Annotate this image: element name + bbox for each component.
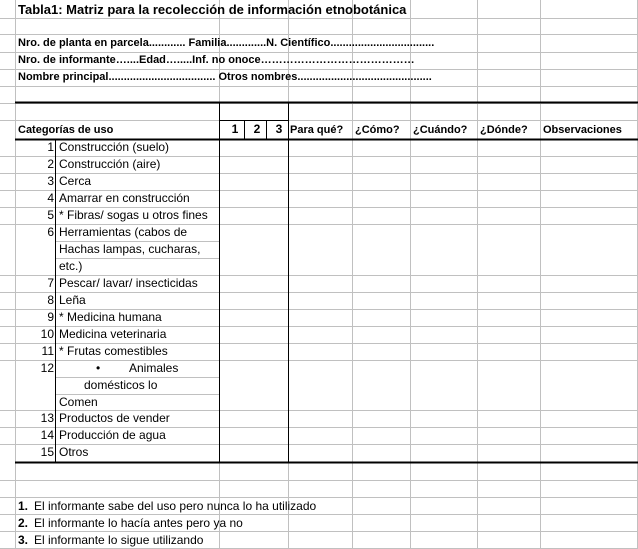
col-header-para-que: Para qué? (290, 124, 344, 136)
row-number: 11 (41, 344, 54, 358)
row-number: 12 (40, 361, 54, 375)
col-header-donde: ¿Dónde? (480, 124, 528, 136)
category-label: Medicina veterinaria (59, 327, 167, 341)
form-line-informant[interactable]: Nro. de informante…....Edad….....Inf. no onoce…………………………………… (18, 54, 415, 66)
category-label: Animales (129, 361, 179, 375)
category-label: domésticos lo (84, 378, 158, 392)
categories-header: Categorías de uso (18, 124, 114, 136)
row-number: 3 (47, 174, 54, 188)
col-header-observaciones: Observaciones (543, 124, 622, 136)
col-header-como: ¿Cómo? (355, 124, 400, 136)
col-header-cuando: ¿Cuándo? (413, 124, 468, 136)
row-number: 5 (47, 208, 54, 222)
row-number: 10 (40, 327, 54, 341)
category-label: etc.) (59, 259, 83, 273)
col-num-3: 3 (275, 122, 283, 136)
row-number: 2 (47, 157, 54, 171)
category-label: Cerca (59, 174, 92, 188)
category-label: Comen (59, 395, 98, 409)
category-label: * Frutas comestibles (59, 344, 168, 358)
row-number: 14 (40, 428, 54, 442)
legend-text: El informante lo sigue utilizando (34, 533, 204, 547)
legend-number: 1. (18, 499, 29, 513)
form-line-names[interactable]: Nombre principal................................... Otros nombres............................................ (18, 71, 432, 83)
category-label: Pescar/ lavar/ insecticidas (59, 276, 198, 290)
bullet-icon: • (96, 361, 101, 375)
category-label: Herramientas (cabos de (59, 225, 188, 239)
col-num-2: 2 (253, 122, 261, 136)
category-label: Amarrar en construcción (59, 191, 190, 205)
row-number: 6 (47, 225, 54, 239)
row-number: 1 (47, 140, 54, 154)
category-label: Construcción (suelo) (59, 140, 170, 154)
category-label: Construcción (aire) (59, 157, 161, 171)
row-number: 9 (47, 310, 54, 324)
category-label: Leña (59, 293, 86, 307)
legend-text: El informante lo hacía antes pero ya no (34, 516, 243, 530)
row-number: 8 (47, 293, 54, 307)
form-line-plant[interactable]: Nro. de planta en parcela............ Familia.............N. Científico.................................. (18, 37, 435, 49)
row-number: 13 (40, 411, 54, 425)
row-number: 15 (40, 445, 54, 459)
category-label: * Medicina humana (59, 310, 162, 324)
legend-number: 2. (18, 516, 29, 530)
row-number: 7 (47, 276, 54, 290)
category-label: Hachas lampas, cucharas, (59, 242, 201, 256)
category-label: Producción de agua (59, 428, 166, 442)
page-title: Tabla1: Matriz para la recolección de información etnobotánica (18, 2, 407, 17)
legend-text: El informante sabe del uso pero nunca lo ha utilizado (34, 499, 317, 513)
category-label: Productos de vender (59, 411, 170, 425)
legend-number: 3. (18, 533, 29, 547)
category-label: Otros (59, 445, 89, 459)
col-num-1: 1 (231, 122, 239, 136)
row-number: 4 (47, 191, 54, 205)
category-label: * Fibras/ sogas u otros fines (59, 208, 208, 222)
